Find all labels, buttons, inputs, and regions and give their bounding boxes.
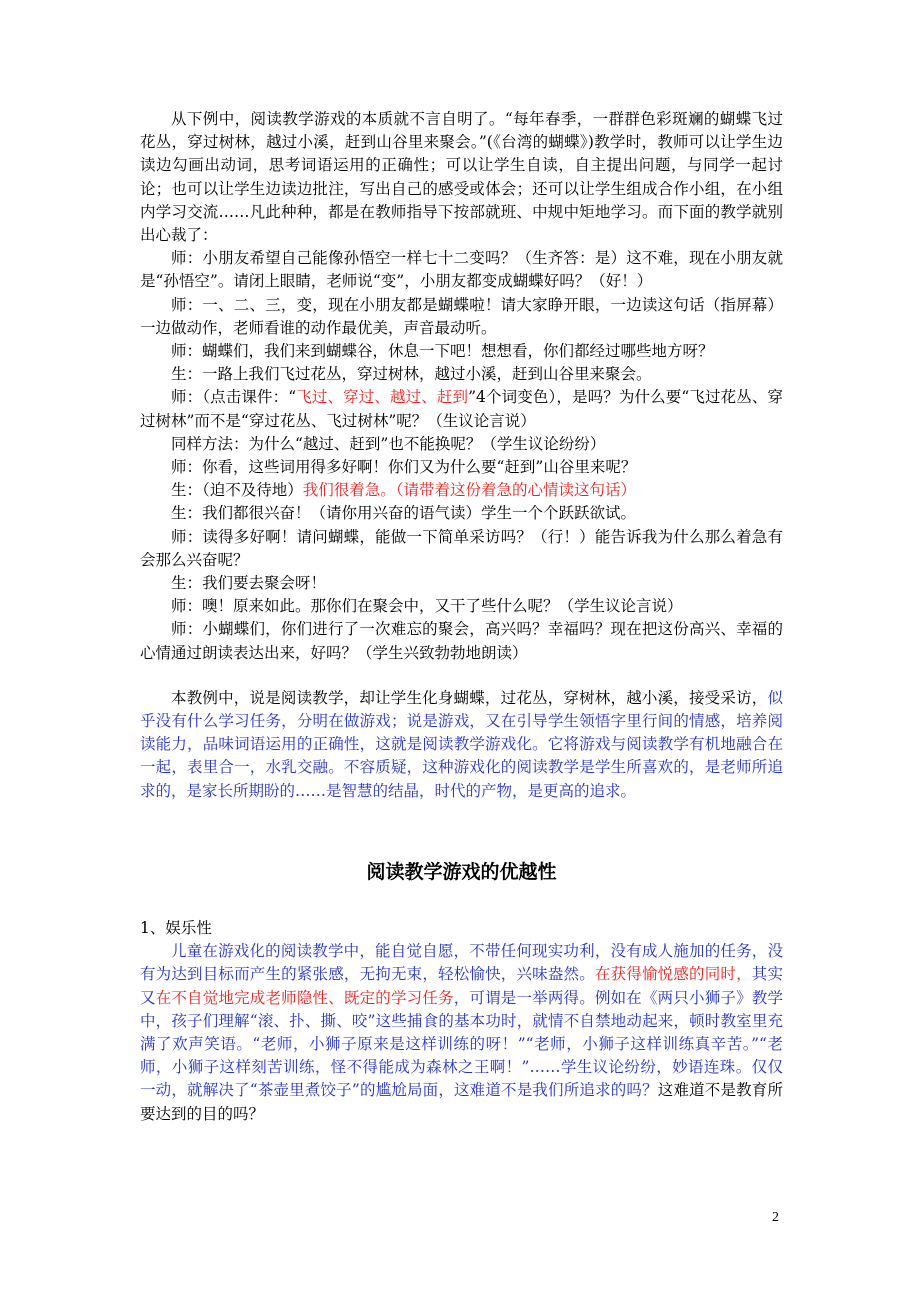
dialogue-paragraph xyxy=(140,363,783,386)
lesson-dialogue xyxy=(140,108,783,665)
text-run: 师：（点击课件：“ xyxy=(171,388,297,407)
dialogue-paragraph xyxy=(140,618,783,664)
text-run: 师：小朋友希望自己能像孙悟空一样七十二变吗？（生齐答：是）这不难，现在小朋友就是“孙悟空”。请闭上眼睛，老师说“变”，小朋友都变成蝴蝶好吗？（好！） xyxy=(140,249,783,291)
text-run: 生：我们要去聚会呀！ xyxy=(171,574,327,593)
dialogue-paragraph xyxy=(140,456,783,479)
dialogue-paragraph xyxy=(140,502,783,525)
text-run: 师：蝴蝶们，我们来到蝴蝶谷，休息一下吧！想想看，你们都经过哪些地方呀？ xyxy=(171,342,714,361)
text-run: 飞过、穿过、越过、赶到 xyxy=(296,388,469,407)
document-body xyxy=(140,108,783,1126)
dialogue-paragraph xyxy=(140,340,783,363)
text-run: ，可谓是一举两得。例如在《两只小狮子》教学中，孩子们理解“滚、扑、撕、咬”这些捕食的基本功时，就情不自禁地动起来，顿时教室里充满了欢声笑语。“老师，小狮子原来是这样训练的呀！”“老师，小狮子这样训练真辛苦。”“老师，小狮子这样刻苦训练，怪不得能成为森林之王啊！”……学生议论纷纷，妙语连珠。仅仅一动，就解决了“茶壶里煮饺子”的尴尬局面，这难道不是我们所追求的吗？ xyxy=(140,988,783,1100)
dialogue-paragraph xyxy=(140,247,783,293)
text-run: 其实又 xyxy=(140,965,783,1007)
dialogue-paragraph xyxy=(140,479,783,502)
summary-paragraph xyxy=(140,687,783,803)
text-run: 生：（迫不及待地） xyxy=(171,481,303,500)
text-run: 从下例中，阅读教学游戏的本质就不言自明了。“每年春季，一群群色彩斑斓的蝴蝶飞过花丛，穿过树林，越过小溪，赶到山谷里来聚会。”(《台湾的蝴蝶》)教学时，教师可以让学生边读边勾画出动词，思考词语运用的正确性；可以让学生自读，自主提出问题，与同学一起讨论；也可以让学生边读边批注，写出自己的感受或体会；还可以让学生组成合作小组，在小组内学习交流……凡此种种，都是在教师指导下按部就班、中规中矩地学习。而下面的教学就别出心裁了： xyxy=(140,110,783,245)
subsection-body xyxy=(140,940,783,1126)
text-run: 同样方法：为什么“越过、赶到”也不能换呢？（学生议论纷纷） xyxy=(171,434,606,453)
text-run: 师：读得多好啊！请问蝴蝶，能做一下简单采访吗？（行！）能告诉我为什么那么着急有会那么兴奋呢？ xyxy=(140,527,783,569)
text-run: 儿童在游戏化的阅读教学中，能自觉自愿，不带任何现实功利，没有成人施加的任务，没有为达到目标而产生的紧张感，无拘无束，轻松愉快，兴味盎然。 xyxy=(140,942,783,984)
text-run: 本教例中，说是阅读教学，却让学生化身蝴蝶，过花丛，穿树林，越小溪，接受采访， xyxy=(171,688,768,707)
text-run: 师：你看，这些词用得多好啊！你们又为什么要“赶到”山谷里来呢？ xyxy=(171,458,637,477)
text-run: 这难道不是教育所要达到的目的吗？ xyxy=(140,1081,783,1123)
text-run: 师：噢！原来如此。那你们在聚会中，又干了些什么呢？（学生议论言说） xyxy=(171,597,683,616)
dialogue-paragraph xyxy=(140,595,783,618)
dialogue-paragraph xyxy=(140,526,783,572)
dialogue-paragraph xyxy=(140,572,783,595)
dialogue-paragraph xyxy=(140,108,783,247)
text-run: 在不自觉地完成老师隐性、既定的学习任务 xyxy=(155,988,454,1007)
subsection-label: 1、娱乐性 xyxy=(140,918,212,937)
text-run: 我们很着急。（请带着这份着急的心情读这句话） xyxy=(302,481,637,500)
dialogue-paragraph xyxy=(140,386,783,432)
text-run: 生：我们都很兴奋！（请你用兴奋的语气读）学生一个个跃跃欲试。 xyxy=(171,504,637,523)
text-run: 似乎没有什么学习任务，分明在做游戏；说是游戏，又在引导学生领悟字里行间的情感，培养阅读能力，品味词语运用的正确性，这就是阅读教学游戏化。它将游戏与阅读教学有机地融合在一起，表里合一，水乳交融。不容质疑，这种游戏化的阅读教学是学生所喜欢的，是老师所追求的，是家长所期盼的……是智慧的结晶，时代的产物，是更高的追求。 xyxy=(140,688,783,800)
dialogue-paragraph xyxy=(140,294,783,340)
text-run: 在获得愉悦感的同时， xyxy=(594,965,752,984)
section-heading: 阅读教学游戏的优越性 xyxy=(366,860,557,883)
text-run: ”4个词变色），是吗？为什么要“飞过花丛、穿过树林”而不是“穿过花丛、飞过树林”呢？（生议论言说） xyxy=(140,388,783,430)
text-run: 生：一路上我们飞过花丛，穿过树林，越过小溪，赶到山谷里来聚会。 xyxy=(171,365,652,384)
page-number: 2 xyxy=(772,1210,779,1225)
dialogue-paragraph xyxy=(140,433,783,456)
text-run: 师：小蝴蝶们，你们进行了一次难忘的聚会，高兴吗？幸福吗？现在把这份高兴、幸福的心情通过朗读表达出来，好吗？（学生兴致勃勃地朗读） xyxy=(140,620,783,662)
text-run: 师：一、二、三，变，现在小朋友都是蝴蝶啦！请大家睁开眼，一边读这句话（指屏幕）一边做动作，老师看谁的动作最优美，声音最动听。 xyxy=(140,295,783,337)
